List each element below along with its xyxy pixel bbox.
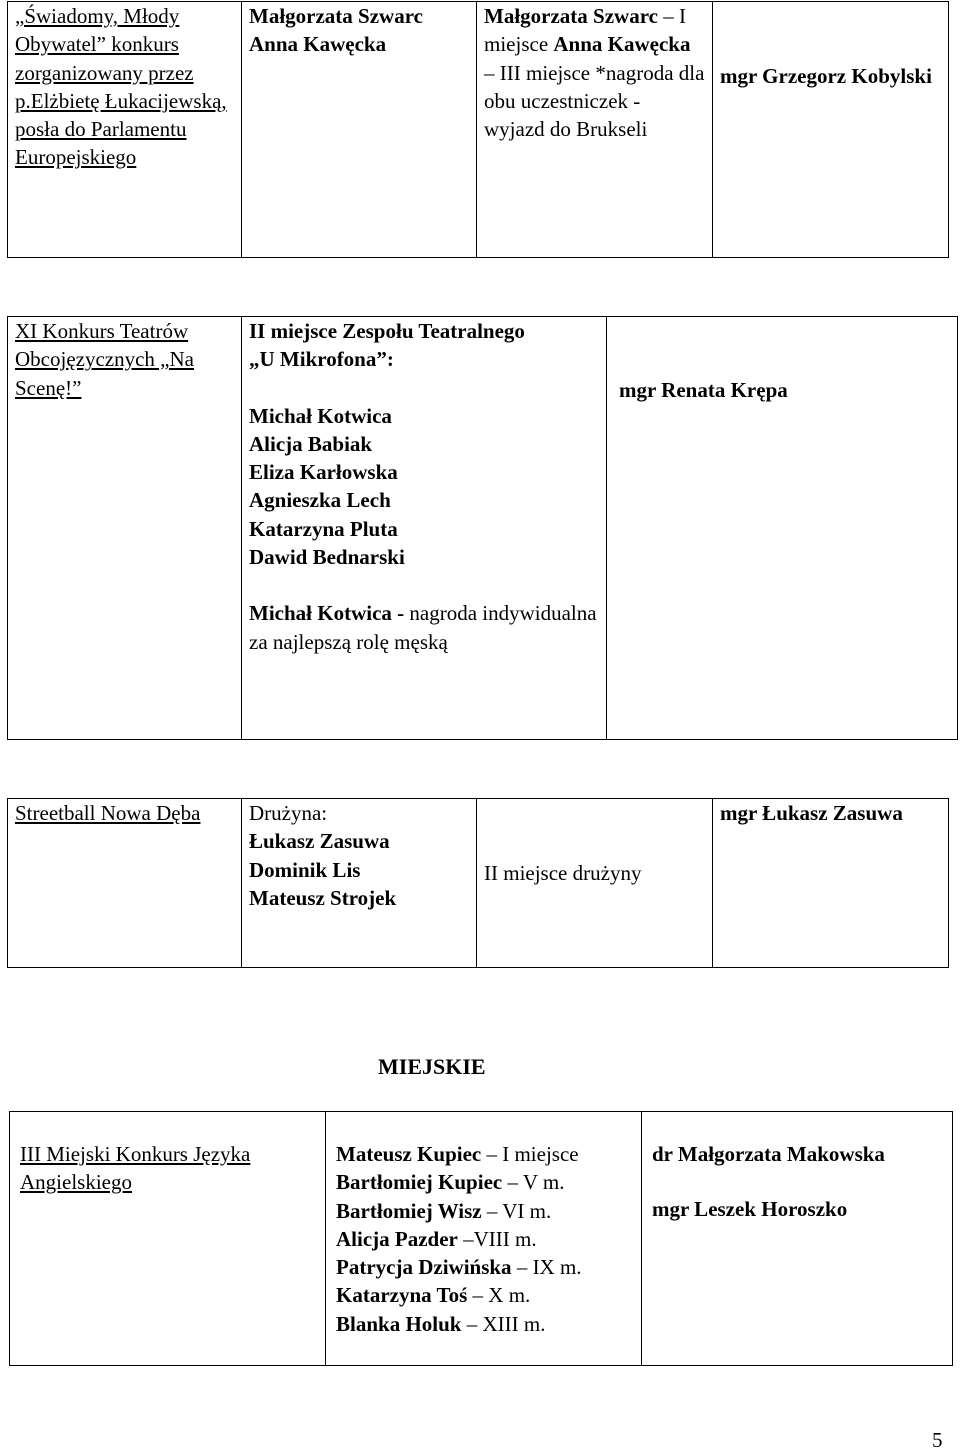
participants-cell: [242, 2, 477, 258]
teacher-name: dr Małgorzata Makowska: [652, 1142, 885, 1166]
member-name: Michał Kotwica: [249, 403, 392, 428]
teacher-cell: [713, 2, 949, 258]
result-line: [336, 1197, 634, 1225]
results-table-2: [7, 316, 958, 740]
participant-name: Blanka Holuk: [336, 1311, 462, 1336]
team-label: Drużyna:: [249, 801, 328, 825]
results-table-1: [7, 1, 949, 258]
result-cell: [242, 317, 607, 740]
event-cell: [8, 2, 242, 258]
table-row: [8, 317, 958, 740]
teacher-name: mgr Łukasz Zasuwa: [720, 801, 903, 825]
place-text: – III miejsce: [484, 60, 591, 85]
place-text: –VIII m.: [457, 1226, 537, 1251]
teacher-cell: [713, 799, 949, 968]
participants-cell: [242, 799, 477, 968]
result-cell: [477, 799, 713, 968]
event-cell: [10, 1112, 326, 1366]
participant-name: Anna Kawęcka: [553, 32, 691, 57]
result-title: II miejsce Zespołu Teatralnego: [249, 319, 525, 343]
award-name: Michał Kotwica -: [249, 601, 410, 626]
member-name: Agnieszka Lech: [249, 488, 391, 513]
member-name: Katarzyna Pluta: [249, 516, 398, 541]
event-cell: [8, 317, 242, 740]
member-name: Mateusz Strojek: [249, 885, 397, 910]
place-text: – X m.: [467, 1283, 531, 1308]
teacher-cell: [642, 1112, 953, 1366]
place-text: – V m.: [502, 1170, 565, 1195]
result-line: [336, 1281, 634, 1309]
result-cell: [477, 2, 713, 258]
result-line: [336, 1168, 634, 1196]
member-name: Dawid Bednarski: [249, 545, 405, 570]
member-name: Eliza Karłowska: [249, 460, 398, 485]
result-line: [336, 1225, 634, 1253]
result-line: [336, 1253, 634, 1281]
spacer: [249, 374, 599, 402]
table-row: [8, 799, 949, 968]
teacher-name: mgr Grzegorz Kobylski: [720, 64, 932, 88]
event-cell: [8, 799, 242, 968]
place-text: – IX m.: [511, 1255, 582, 1280]
award-description: nagroda indywidualna za najlepszą rolę męską: [249, 601, 597, 654]
participant-name: Katarzyna Toś: [336, 1283, 468, 1308]
event-name: III Miejski Konkurs Języka Angielskiego: [20, 1142, 251, 1195]
member-name: Łukasz Zasuwa: [249, 829, 390, 854]
table-row: [10, 1112, 953, 1366]
spacer: [652, 1168, 945, 1195]
result-line: [336, 1140, 634, 1168]
place-text: – VI m.: [481, 1198, 552, 1223]
participant-name: Alicja Pazder: [336, 1226, 458, 1251]
teacher-name: mgr Renata Krępa: [619, 378, 788, 402]
page-number: 5: [932, 1428, 943, 1452]
place-text: – XIII m.: [461, 1311, 546, 1336]
result-cell: [326, 1112, 642, 1366]
result-text: II miejsce drużyny: [484, 861, 642, 885]
participant-name: Małgorzata Szwarc: [249, 4, 423, 28]
award-text: [249, 601, 597, 653]
participant-name: Bartłomiej Kupiec: [336, 1170, 503, 1195]
participant-name: Anna Kawęcka: [249, 32, 387, 57]
participant-name: Małgorzata Szwarc: [484, 4, 658, 28]
spacer: [249, 571, 599, 599]
city-results-table: [9, 1111, 953, 1366]
results-table-3: [7, 798, 949, 968]
place-text: – I miejsce: [481, 1142, 579, 1166]
section-heading: MIEJSKIE: [378, 1054, 486, 1079]
member-name: Alicja Babiak: [249, 431, 373, 456]
teacher-cell: [607, 317, 958, 740]
place-text: – I miejsce: [484, 4, 686, 57]
event-name: XI Konkurs Teatrów Obcojęzycznych „Na Scenę!”: [15, 319, 194, 400]
team-name: „U Mikrofona”:: [249, 347, 394, 372]
member-name: Dominik Lis: [249, 857, 361, 882]
participant-name: Patrycja Dziwińska: [336, 1255, 512, 1280]
participant-name: Mateusz Kupiec: [336, 1142, 482, 1166]
prize-note: *nagroda dla obu uczestniczek - wyjazd do Brukseli: [484, 60, 705, 142]
event-name: Streetball Nowa Dęba: [15, 801, 201, 825]
table-row: [8, 2, 949, 258]
result-line: [336, 1310, 634, 1338]
teacher-name: mgr Leszek Horoszko: [652, 1197, 848, 1222]
event-name: „Świadomy, Młody Obywatel” konkurs zorganizowany przez p.Elżbietę Łukacijewską, posła do Parlamentu Europejskiego: [15, 4, 227, 170]
participant-name: Bartłomiej Wisz: [336, 1198, 482, 1223]
